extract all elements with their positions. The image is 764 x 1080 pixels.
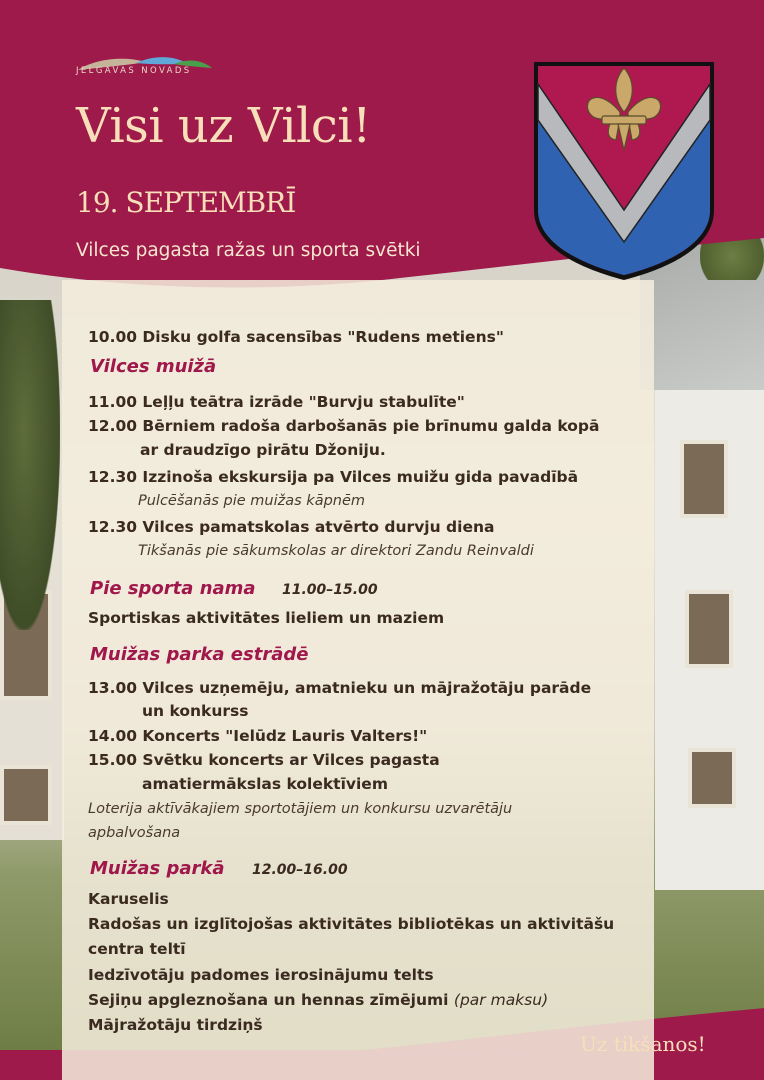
schedule-item: 10.00 Disku golfa sacensības "Rudens metiens" [88, 328, 504, 346]
schedule-note: Loterija aktīvākajiem sportotājiem un konkursu uzvarētāju [88, 801, 513, 817]
schedule-item: 12.30 Vilces pamatskolas atvērto durvju diena [88, 518, 495, 536]
section-time: 11.00–15.00 [282, 582, 378, 598]
footer-note: Pasākuma laikā tiks fotografēts un filmēts [355, 1050, 535, 1060]
coat-of-arms-icon [532, 60, 716, 282]
schedule-item: Karuselis [88, 890, 169, 908]
schedule-note: Pulcēšanās pie muižas kāpnēm [138, 493, 366, 509]
schedule-note: apbalvošana [88, 825, 181, 841]
schedule-item: 13.00 Vilces uzņemēju, amatnieku un mājražotāju parāde [88, 679, 592, 697]
page-title: Visi uz Vilci! [76, 98, 371, 154]
schedule-item-text: Sejiņu apgleznošana un hennas zīmējumi [88, 991, 449, 1009]
section-heading: Pie sporta nama [90, 578, 256, 599]
event-date: 19. SEPTEMBRĪ [76, 186, 296, 219]
tree [0, 300, 60, 630]
section-heading: Muižas parka estrādē [90, 644, 309, 665]
footer-cta: Uz tikšanos! [580, 1032, 706, 1056]
schedule-item: 15.00 Svētku koncerts ar Vilces pagasta [88, 751, 440, 769]
schedule-note: Tikšanās pie sākumskolas ar direktori Zandu Reinvaldi [138, 543, 534, 559]
event-subtitle: Vilces pagasta ražas un sporta svētki [76, 240, 421, 261]
schedule-item: 12.00 Bērniem radoša darbošanās pie brīnumu galda kopā [88, 417, 600, 435]
manor-window [685, 590, 733, 668]
schedule-item-note: (par maksu) [453, 991, 549, 1009]
schedule-item: Radošas un izglītojošas aktivitātes bibliotēkas un aktivitāšu [88, 915, 615, 933]
schedule-item: un konkurss [142, 702, 249, 720]
schedule-item: Sportiskas aktivitātes lieliem un maziem [88, 609, 445, 627]
section-heading: Vilces muižā [90, 356, 217, 377]
logo-text: JELGAVAS NOVADS [76, 66, 192, 76]
manor-window [688, 748, 736, 808]
section-time: 12.00–16.00 [252, 862, 348, 878]
section-heading: Muižas parkā [90, 858, 225, 879]
schedule-item: Iedzīvotāju padomes ierosinājumu telts [88, 966, 434, 984]
schedule-item: amatiermākslas kolektīviem [142, 775, 388, 793]
manor-window [0, 765, 52, 825]
schedule-item: 12.30 Izzinoša ekskursija pa Vilces muižu gida pavadībā [88, 468, 579, 486]
schedule-item: 11.00 Leļļu teātra izrāde "Burvju stabulīte" [88, 393, 465, 411]
schedule-item: centra teltī [88, 940, 186, 958]
schedule-item [88, 991, 548, 1009]
schedule-item: Mājražotāju tirdziņš [88, 1016, 263, 1034]
schedule-item: 14.00 Koncerts "Ielūdz Lauris Valters!" [88, 727, 428, 745]
manor-window [680, 440, 728, 518]
schedule-item: ar draudzīgo pirātu Džoniju. [140, 441, 386, 459]
